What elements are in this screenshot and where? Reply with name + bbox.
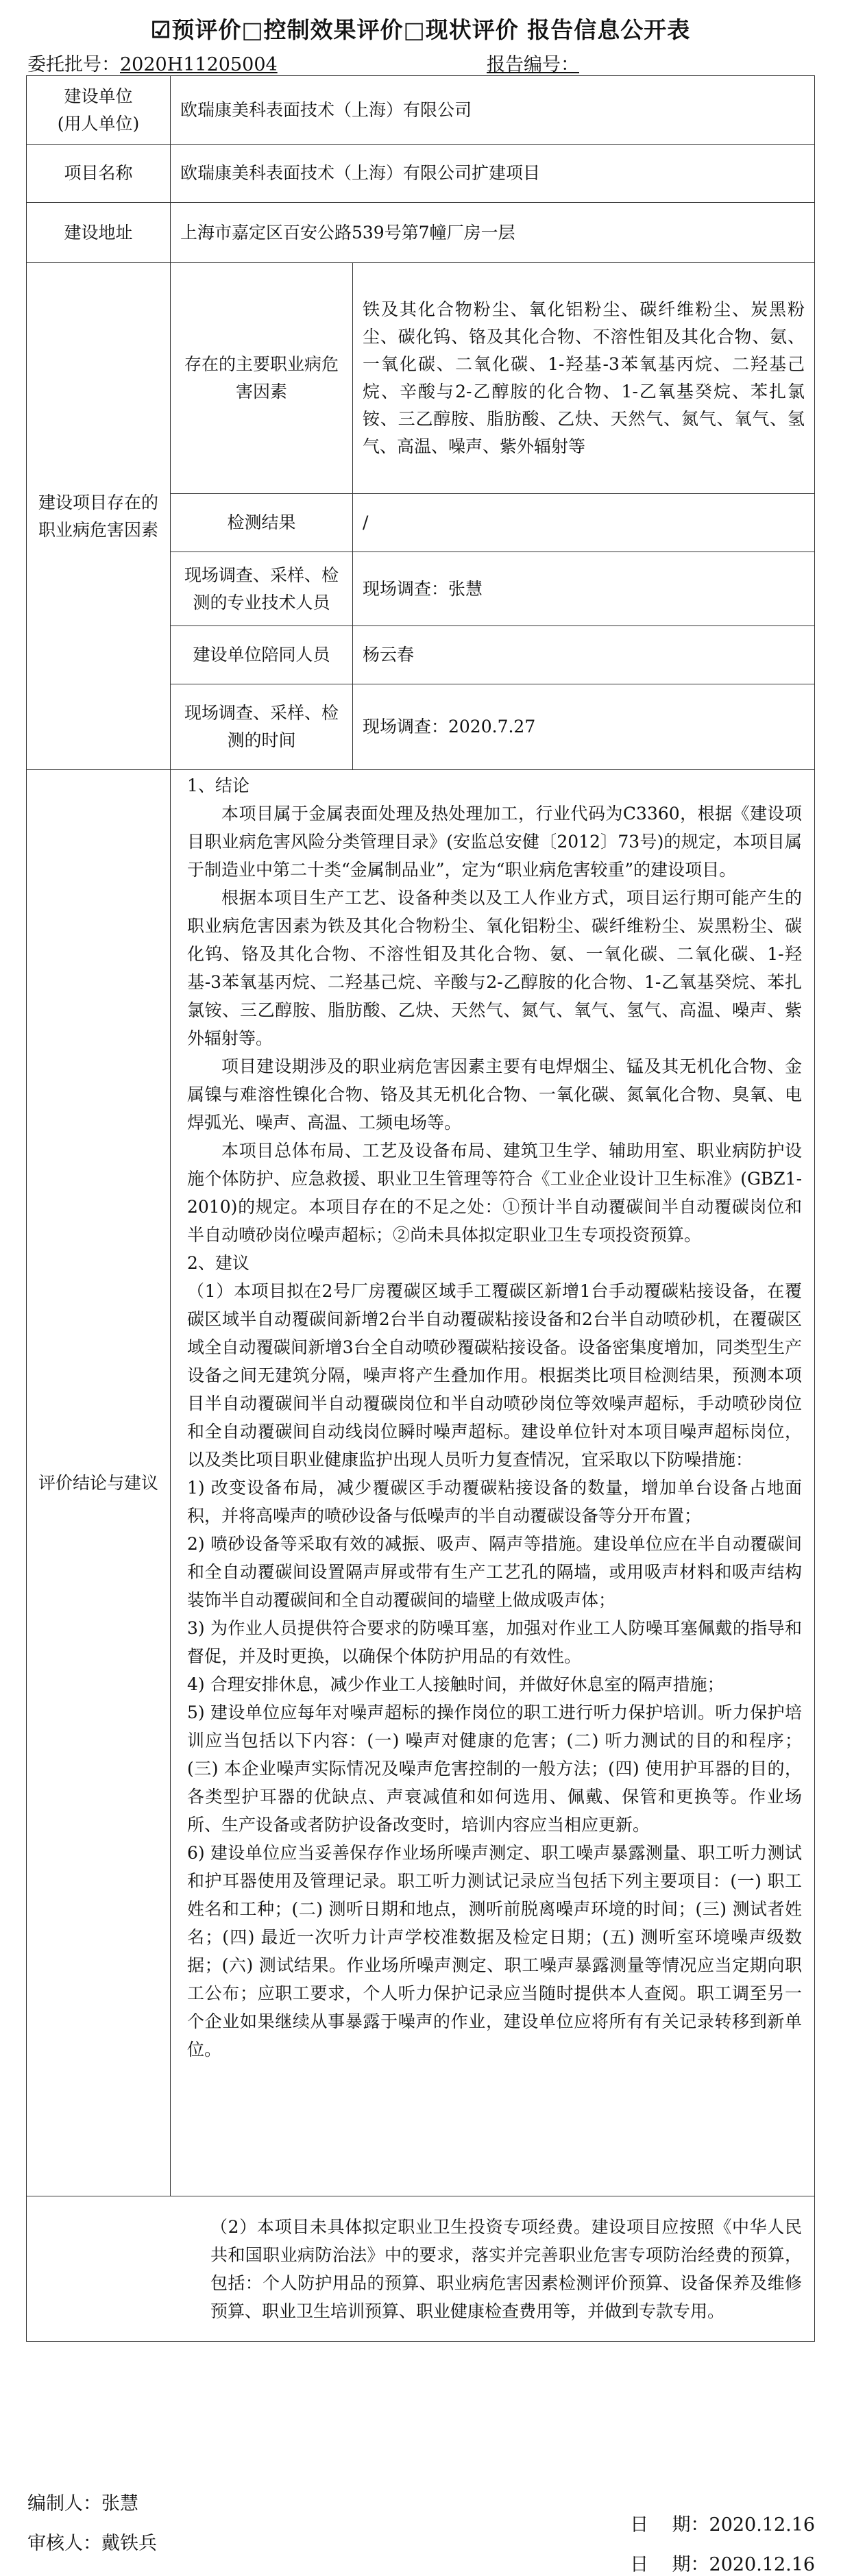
row-unit <box>27 76 815 145</box>
test-result-value: / <box>353 494 815 552</box>
project-value: 欧瑞康美科表面技术（上海）有限公司扩建项目 <box>171 145 815 203</box>
survey-staff-label: 现场调查、采样、检测的专业技术人员 <box>171 552 353 626</box>
conclusion-body <box>171 770 815 2196</box>
suggestion-heading: 2、建议 <box>187 1253 249 1273</box>
conclusion-label: 评价结论与建议 <box>27 770 171 2196</box>
survey-time-value: 现场调查：2020.7.27 <box>353 684 815 770</box>
survey-time-label: 现场调查、采样、检测的时间 <box>171 684 353 770</box>
row-conclusion <box>27 770 815 2196</box>
escort-value: 杨云春 <box>353 626 815 684</box>
conclusion-paragraph-4: 本项目总体布局、工艺及设备布局、建筑卫生学、辅助用室、职业病防护设施个体防护、应急救援、职业卫生管理等符合《工业企业设计卫生标准》(GBZ1-2010)的规定。本项目存在的不足之处：①预计半自动覆碳间半自动覆碳岗位和半自动喷砂岗位噪声超标；②尚未具体拟定职业卫生专项投资预算。 <box>187 1141 803 1245</box>
commission-number <box>27 49 278 76</box>
project-label: 项目名称 <box>27 145 171 203</box>
editor-date-value: 2020.12.16 <box>709 2514 816 2536</box>
reviewer-label: 审核人： <box>27 2533 101 2554</box>
suggestion-1: （1）本项目拟在2号厂房覆碳区域手工覆碳区新增1台手动覆碳粘接设备，在覆碳区域半自动覆碳间新增2台半自动覆碳粘接设备和2台半自动喷砂机，在覆碳区域全自动覆碳间新增3台全自动喷砂覆碳粘接设备。设备密集度增加，同类型生产设备之间无建筑分隔，噪声将产生叠加作用。根据类比项目检测结果，预测本项目半自动覆碳间半自动覆碳岗位和半自动喷砂岗位等效噪声超标，手动喷砂岗位和全自动覆碳间自动线岗位瞬时噪声超标。建设单位针对本项目噪声超标岗位，以及类比项目职业健康监护出现人员听力复查情况，宜采取以下防噪措施： <box>187 1281 803 1470</box>
suggestion-1-measure-2: 2) 喷砂设备等采取有效的减振、吸声、隔声等措施。建设单位应在半自动覆碳间和全自动覆碳间设置隔声屏或带有生产工艺孔的隔墙，或用吸声材料和吸声结构装饰半自动覆碳间和全自动覆碳间的墙壁上做成吸声体； <box>187 1534 803 1610</box>
row-project <box>27 145 815 203</box>
commission-number-label: 委托批号： <box>27 54 120 75</box>
reviewer-date <box>618 2528 815 2576</box>
address-label: 建设地址 <box>27 203 171 263</box>
conclusion-heading: 1、结论 <box>187 776 249 795</box>
page-title: ☑预评价□控制效果评价□现状评价 报告信息公开表 <box>150 16 691 43</box>
editor-label: 编制人： <box>27 2493 101 2514</box>
conclusion-paragraph-3: 项目建设期涉及的职业病危害因素主要有电焊烟尘、锰及其无机化合物、金属镍与难溶性镍化合物、铬及其无机化合物、一氧化碳、氮氧化合物、臭氧、电焊弧光、噪声、高温、工频电场等。 <box>187 1056 803 1132</box>
test-result-label: 检测结果 <box>171 494 353 552</box>
report-number-label: 报告编号： <box>487 54 579 75</box>
conclusion-paragraph-2: 根据本项目生产工艺、设备种类以及工人作业方式，项目运行期可能产生的职业病危害因素为铁及其化合物粉尘、氧化铝粉尘、碳纤维粉尘、炭黑粉尘、碳化钨、铬及其化合物、不溶性钼及其化合物、氨、一氧化碳、二氧化碳、1-羟基-3苯氧基丙烷、二羟基己烷、辛酸与2-乙醇胺的化合物、1-乙氧基癸烷、苯扎氯铵、三乙醇胺、脂肪酸、乙炔、天然气、氮气、氧气、氢气、高温、噪声、紫外辐射等。 <box>187 888 803 1048</box>
survey-staff-value: 现场调查：张慧 <box>353 552 815 626</box>
row-main-factors <box>27 263 815 494</box>
address-value: 上海市嘉定区百安公路539号第7幢厂房一层 <box>171 203 815 263</box>
editor-date-label: 日 期： <box>630 2514 709 2536</box>
suggestion-1-measure-1: 1) 改变设备布局，减少覆碳区手动覆碳粘接设备的数量，增加单台设备占地面积，并将高噪声的喷砂设备与低噪声的半自动覆碳设备等分开布置； <box>187 1478 803 1526</box>
unit-label: 建设单位 (用人单位) <box>27 76 171 145</box>
conclusion-paragraph-1: 本项目属于金属表面处理及热处理加工，行业代码为C3360，根据《建设项目职业病危害风险分类管理目录》(安监总安健〔2012〕73号)的规定，本项目属于制造业中第二十类“金属制品业”，定为“职业病危害较重”的建设项目。 <box>187 804 803 880</box>
reviewer-name: 戴铁兵 <box>101 2533 157 2554</box>
report-number <box>487 49 579 76</box>
main-factors-value: 铁及其化合物粉尘、氧化铝粉尘、碳纤维粉尘、炭黑粉尘、碳化钨、铬及其化合物、不溶性钼及其化合物、氨、一氧化碳、二氧化碳、1-羟基-3苯氧基丙烷、二羟基己烷、辛酸与2-乙醇胺的化合物、1-乙氧基癸烷、苯扎氯铵、三乙醇胺、脂肪酸、乙炔、天然气、氮气、氧气、氢气、高温、噪声、紫外辐射等 <box>353 263 815 494</box>
hazards-group-label: 建设项目存在的职业病危害因素 <box>27 263 171 770</box>
reviewer-date-label: 日 期： <box>630 2554 709 2575</box>
suggestion-1-measure-5: 5) 建设单位应每年对噪声超标的操作岗位的职工进行听力保护培训。听力保护培训应当包括以下内容：(一) 噪声对健康的危害；(二) 听力测试的目的和程序；(三) 本企业噪声实际情况及噪声危害控制的一般方法；(四) 使用护耳器的目的，各类型护耳器的优缺点、声衰减值和如何选用、佩戴、保管和更换等。作业场所、生产设备或者防护设备改变时，培训内容应当相应更新。 <box>187 1702 803 1835</box>
reviewer <box>27 2528 157 2555</box>
row-address <box>27 203 815 263</box>
suggestion-1-measure-3: 3) 为作业人员提供符合要求的防噪耳塞，加强对作业工人防噪耳塞佩戴的指导和督促，并及时更换，以确保个体防护用品的有效性。 <box>187 1618 803 1666</box>
commission-number-value: 2020H11205004 <box>120 54 278 75</box>
unit-value: 欧瑞康美科表面技术（上海）有限公司 <box>171 76 815 145</box>
row-suggestion-2 <box>27 2196 815 2342</box>
suggestion-1-measure-4: 4) 合理安排休息，减少作业工人接触时间，并做好休息室的隔声措施； <box>187 1674 724 1694</box>
escort-label: 建设单位陪同人员 <box>171 626 353 684</box>
suggestion-1-measure-6: 6) 建设单位应当妥善保存作业场所噪声测定、职工噪声暴露测量、职工听力测试和护耳器使用及管理记录。职工听力测试记录应当包括下列主要项目：(一) 职工姓名和工种；(二) 测听日期和地点，测听前脱离噪声环境的时间；(三) 测试者姓名；(四) 最近一次听力计声学校准数据及检定日期；(五) 测听室环境噪声级数据；(六) 测试结果。作业场所噪声测定、职工噪声暴露测量等情况应当定期向职工公布；应职工要求，个人听力保护记录应当随时提供本人查阅。职工调至另一个企业如果继续从事暴露于噪声的作业，建设单位应将所有有关记录转移到新单位。 <box>187 1843 803 2059</box>
suggestion-2: （2）本项目未具体拟定职业卫生投资专项经费。建设项目应按照《中华人民共和国职业病防治法》中的要求，落实并完善职业危害专项防治经费的预算，包括：个人防护用品的预算、职业病危害因素检测评价预算、设备保养及维修预算、职业卫生培训预算、职业健康检查费用等，并做到专款专用。 <box>27 2196 815 2342</box>
main-factors-label: 存在的主要职业病危害因素 <box>171 263 353 494</box>
editor-name: 张慧 <box>101 2493 138 2514</box>
info-table <box>26 75 815 2342</box>
reviewer-date-value: 2020.12.16 <box>709 2554 816 2575</box>
editor <box>27 2488 138 2515</box>
